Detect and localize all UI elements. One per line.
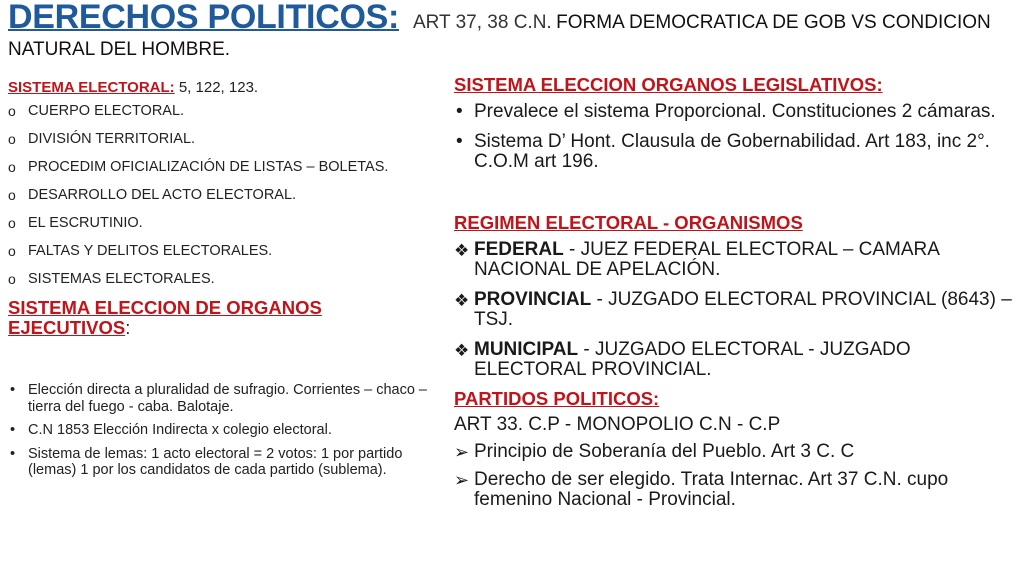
sistema-electoral-list — [8, 102, 448, 288]
diamond-bullet-icon: ❖ — [454, 341, 470, 360]
arrow-bullet-icon: ➢ — [454, 470, 470, 490]
page-title: DERECHOS POLITICOS: — [8, 0, 399, 36]
bullet-icon: • — [456, 131, 463, 152]
list-item: ❖ FEDERAL - JUEZ FEDERAL ELECTORAL – CAMARA NACIONAL DE APELACIÓN. — [454, 239, 939, 280]
partidos-heading: PARTIDOS POLITICOS: — [454, 388, 660, 409]
arrow-bullet-icon: ➢ — [454, 442, 470, 462]
hollow-bullet-icon: o — [8, 271, 16, 287]
bullet-icon: • — [456, 101, 463, 122]
list-item: o DESARROLLO DEL ACTO ELECTORAL. — [8, 187, 297, 203]
partidos-line: ART 33. C.P - MONOPOLIO C.N - C.P — [454, 414, 781, 435]
list-item: o CUERPO ELECTORAL. — [8, 103, 185, 119]
regimen-list — [454, 240, 1014, 380]
title-article-refs: ART 37, 38 C.N. — [413, 12, 552, 33]
hollow-bullet-icon: o — [8, 187, 16, 203]
list-item: • Sistema D’ Hont. Clausula de Gobernabilidad. Art 183, inc 2°. C.O.M art 196. — [456, 131, 990, 172]
left-column — [8, 78, 448, 486]
diamond-bullet-icon: ❖ — [454, 241, 470, 260]
ejecutivos-heading-text: SISTEMA ELECCION DE ORGANOS EJECUTIVOS — [8, 297, 322, 338]
list-item: • C.N 1853 Elección Indirecta x colegio electoral. — [10, 422, 332, 438]
title-subtitle: FORMA DEMOCRATICA DE GOB VS CONDICION — [556, 12, 991, 33]
legislativos-heading: SISTEMA ELECCION ORGANOS LEGISLATIVOS: — [454, 74, 883, 95]
hollow-bullet-icon: o — [8, 103, 16, 119]
hollow-bullet-icon: o — [8, 131, 16, 147]
diamond-bullet-icon: ❖ — [454, 291, 470, 310]
ejecutivos-heading: SISTEMA ELECCION DE ORGANOS EJECUTIVOS: — [8, 297, 322, 338]
list-item: ➢ Principio de Soberanía del Pueblo. Art 3 C. C — [454, 441, 855, 462]
list-item: ➢ Derecho de ser elegido. Trata Internac. Art 37 C.N. cupo femenino Nacional - Provincial. — [454, 469, 949, 510]
title-subtitle-line2: NATURAL DEL HOMBRE. — [8, 39, 231, 60]
regimen-heading: REGIMEN ELECTORAL - ORGANISMOS — [454, 212, 803, 233]
hollow-bullet-icon: o — [8, 243, 16, 259]
sistema-electoral-refs: 5, 122, 123. — [178, 79, 259, 96]
sistema-electoral-label: SISTEMA ELECTORAL: — [8, 79, 175, 96]
list-item: ❖ MUNICIPAL - JUZGADO ELECTORAL - JUZGADO ELECTORAL PROVINCIAL. — [454, 339, 911, 380]
right-column — [454, 74, 1014, 510]
list-item: o SISTEMAS ELECTORALES. — [8, 271, 215, 287]
legislativos-list — [454, 102, 1014, 172]
list-item: • Sistema de lemas: 1 acto electoral = 2 votos: 1 por partido (lemas) 1 por los candidatos de cada partido (sublema). — [10, 445, 403, 478]
list-item: o FALTAS Y DELITOS ELECTORALES. — [8, 243, 273, 259]
bullet-icon: • — [10, 382, 16, 398]
hollow-bullet-icon: o — [8, 215, 16, 231]
hollow-bullet-icon: o — [8, 159, 16, 175]
list-item: o PROCEDIM OFICIALIZACIÓN DE LISTAS – BOLETAS. — [8, 159, 389, 175]
list-item: • Elección directa a pluralidad de sufragio. Corrientes – chaco – tierra del fuego - caba. Balotaje. — [10, 382, 427, 415]
list-item: ❖ PROVINCIAL - JUZGADO ELECTORAL PROVINCIAL (8643) –TSJ. — [454, 289, 1012, 330]
list-item: • Prevalece el sistema Proporcional. Constituciones 2 cámaras. — [456, 101, 996, 122]
bullet-icon: • — [10, 422, 16, 438]
list-item: o DIVISIÓN TERRITORIAL. — [8, 131, 196, 147]
ejecutivos-list — [8, 382, 448, 479]
sistema-electoral-heading — [8, 78, 448, 98]
list-item: o EL ESCRUTINIO. — [8, 215, 143, 231]
title-block — [8, 0, 1018, 59]
bullet-icon: • — [10, 445, 16, 462]
partidos-list — [454, 442, 1014, 510]
